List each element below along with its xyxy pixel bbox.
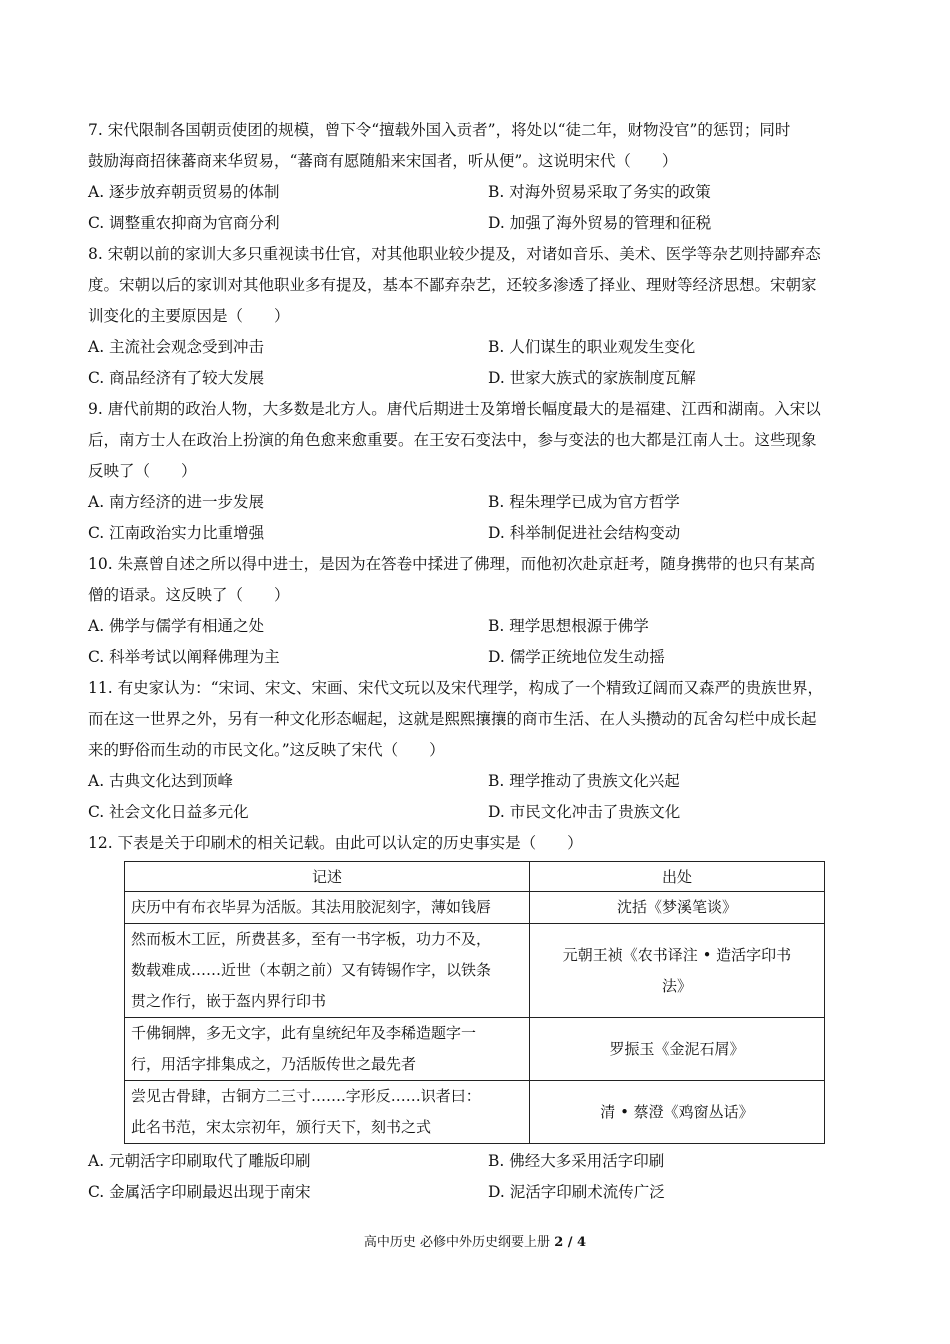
options [88,1146,868,1208]
option-d[interactable]: D. 科举制促进社会结构变动 [488,524,681,542]
options [88,487,868,549]
option-a[interactable]: A. 古典文化达到顶峰 [88,772,234,790]
question-stem-line: 鼓励海商招徕蕃商来华贸易，“蕃商有愿随船来宋国者，听从便”。这说明宋代（ ） [88,152,678,170]
option-b[interactable]: B. 理学推动了贵族文化兴起 [488,772,680,790]
source-cell [530,892,825,924]
options [88,177,868,239]
option-d[interactable]: D. 儒学正统地位发生动摇 [488,648,665,666]
question-12 [88,828,868,1208]
record-cell [125,924,530,1018]
table-header-row [125,862,825,892]
option-d[interactable]: D. 世家大族式的家族制度瓦解 [488,369,696,387]
page-number: 2 / 4 [554,1235,587,1250]
exam-page [88,115,868,1208]
record-cell [125,1081,530,1144]
option-b[interactable]: B. 人们谋生的职业观发生变化 [488,338,696,356]
source-cell [530,1081,825,1144]
option-c[interactable]: C. 社会文化日益多元化 [88,803,249,821]
record-line: 数载难成……近世（本朝之前）又有铸锡作字，以铁条 [131,961,492,979]
question-10 [88,549,868,673]
option-b[interactable]: B. 对海外贸易采取了务实的政策 [488,183,711,201]
page-footer [0,1233,950,1253]
source-line: 清 • 蔡澄《鸡窗丛话》 [600,1102,754,1121]
source-cell [530,1018,825,1081]
question-stem-line: 而在这一世界之外，另有一种文化形态崛起，这就是熙熙攘攘的商市生活、在人头攒动的瓦舍勾栏中成长起 [88,710,817,728]
table-row [125,892,825,924]
question-stem-line: 11. 有史家认为：“宋词、宋文、宋画、宋代文玩以及宋代理学，构成了一个精致辽阔而又森严的贵族世界， [88,679,824,697]
option-c[interactable]: C. 金属活字印刷最迟出现于南宋 [88,1183,311,1201]
question-9 [88,394,868,549]
option-a[interactable]: A. 佛学与儒学有相通之处 [88,617,265,635]
footer-text: 高中历史 必修中外历史纲要上册 [363,1235,555,1250]
option-c[interactable]: C. 科举考试以阐释佛理为主 [88,648,280,666]
source-cell [530,924,825,1018]
record-line: 贯之作行，嵌于盔内界行印书 [131,992,327,1010]
record-line: 然而板木工匠，所费甚多，至有一书字板，功力不及， [131,930,492,948]
option-b[interactable]: B. 理学思想根源于佛学 [488,617,649,635]
source-line: 沈括《梦溪笔谈》 [616,898,737,916]
question-7 [88,115,868,239]
column-header-source: 出处 [530,862,825,892]
record-line: 此名书范，宋太宗初年，颁行天下，刻书之式 [131,1118,432,1136]
option-c[interactable]: C. 江南政治实力比重增强 [88,524,265,542]
option-b[interactable]: B. 程朱理学已成为官方哲学 [488,493,680,511]
option-c[interactable]: C. 调整重农抑商为官商分利 [88,214,280,232]
record-cell [125,1018,530,1081]
record-line: 千佛铜牌，多无文字，此有皇统纪年及李稀造题字一 [131,1024,477,1042]
option-b[interactable]: B. 佛经大多采用活字印刷 [488,1152,665,1170]
option-a[interactable]: A. 元朝活字印刷取代了雕版印刷 [88,1152,311,1170]
option-c[interactable]: C. 商品经济有了较大发展 [88,369,265,387]
column-header-record: 记述 [125,862,530,892]
question-stem-line: 后，南方士人在政治上扮演的角色愈来愈重要。在王安石变法中，参与变法的也大都是江南人士。这些现象 [88,431,817,449]
question-stem-line: 12. 下表是关于印刷术的相关记载。由此可以认定的历史事实是（ ） [88,834,583,852]
record-line: 行，用活字排集成之，乃活版传世之最先者 [131,1055,417,1073]
question-stem-line: 9. 唐代前期的政治人物，大多数是北方人。唐代后期进士及第增长幅度最大的是福建、江西和湖南。入宋以 [88,400,821,418]
question-11 [88,673,868,828]
table-row [125,1081,825,1144]
option-a[interactable]: A. 逐步放弃朝贡贸易的体制 [88,183,280,201]
options [88,766,868,828]
question-stem-line: 7. 宋代限制各国朝贡使团的规模，曾下令“擅载外国入贡者”，将处以“徒二年，财物没官”的惩罚；同时 [88,121,791,139]
source-line: 法》 [661,976,692,995]
question-8 [88,239,868,394]
option-a[interactable]: A. 南方经济的进一步发展 [88,493,265,511]
source-line: 元朝王祯《农书译注 • 造活字印书 [562,945,792,964]
printing-records-table [124,861,825,1144]
question-stem-line: 训变化的主要原因是（ ） [88,307,290,325]
option-d[interactable]: D. 市民文化冲击了贵族文化 [488,803,681,821]
record-line: 尝见古骨肆，古铜方二三寸…….字形反……识者曰： [131,1087,481,1105]
record-line: 庆历中有布衣毕昇为活版。其法用胶泥刻字，薄如钱唇 [131,898,492,916]
question-stem-line: 来的野俗而生动的市民文化。”这反映了宋代（ ） [88,741,445,759]
question-stem-line: 度。宋朝以后的家训对其他职业多有提及，基本不鄙弃杂艺，还较多渗透了择业、理财等经济思想。宋朝家 [88,276,817,294]
option-d[interactable]: D. 加强了海外贸易的管理和征税 [488,214,712,232]
question-stem-line: 僧的语录。这反映了（ ） [88,586,290,604]
source-line: 罗振玉《金泥石屑》 [609,1039,745,1058]
option-d[interactable]: D. 泥活字印刷术流传广泛 [488,1183,665,1201]
options [88,611,868,673]
table-row [125,1018,825,1081]
question-stem-line: 8. 宋朝以前的家训大多只重视读书仕官，对其他职业较少提及，对诸如音乐、美术、医学等杂艺则持鄙弃态 [88,245,821,263]
question-stem-line: 10. 朱熹曾自述之所以得中进士，是因为在答卷中揉进了佛理，而他初次赴京赶考，随身携带的也只有某高 [88,555,816,573]
question-stem-line: 反映了（ ） [88,462,197,480]
table-row [125,924,825,1018]
record-cell [125,892,530,924]
option-a[interactable]: A. 主流社会观念受到冲击 [88,338,265,356]
options [88,332,868,394]
